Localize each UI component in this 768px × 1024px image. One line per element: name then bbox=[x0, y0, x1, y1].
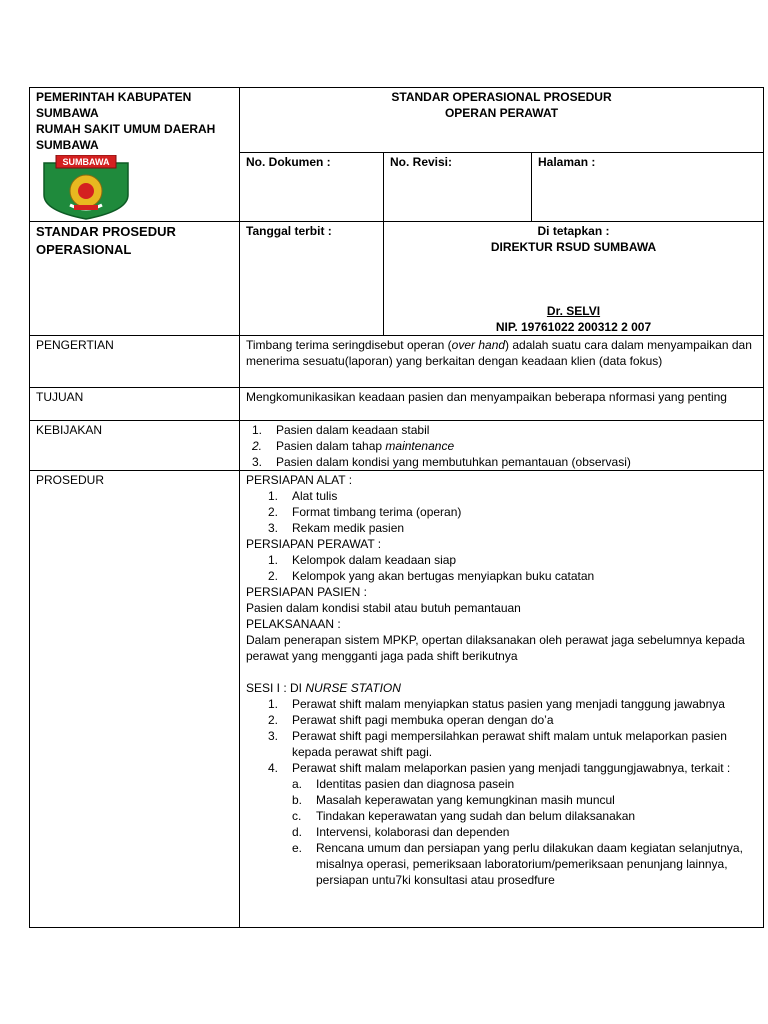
list-item bbox=[246, 438, 757, 454]
list-num: 1. bbox=[268, 553, 279, 567]
sesi-title bbox=[246, 680, 757, 696]
list-item bbox=[246, 696, 757, 712]
list-item bbox=[246, 422, 757, 438]
pelaksanaan-text: Dalam penerapan sistem MPKP, opertan dilaksanakan oleh perawat jaga sebelumnya kepada perawat yang mengganti jaga pada shift berikutnya bbox=[246, 633, 745, 663]
list-num: 4. bbox=[268, 761, 279, 775]
list-text: Perawat shift pagi membuka operan dengan do’a bbox=[292, 713, 554, 727]
doc-title-2: OPERAN PERAWAT bbox=[444, 106, 559, 120]
list-num: 2. bbox=[268, 569, 279, 583]
pengertian-text-b: ) adalah suatu cara dalam menyampaikan dan menerima sesuatu(laporan) yang berkaitan dengan keadaan klien (data fokus) bbox=[246, 338, 752, 368]
list-num: 3. bbox=[268, 729, 279, 743]
list-num: 2. bbox=[268, 505, 279, 519]
list-item bbox=[246, 760, 757, 776]
logo-text: SUMBAWA bbox=[62, 157, 110, 167]
sub-list bbox=[246, 776, 757, 888]
list-text: Tindakan keperawatan yang sudah dan belum dilaksanakan bbox=[316, 809, 636, 823]
no-dokumen-cell: No. Dokumen : bbox=[240, 153, 384, 222]
org-line-1: PEMERINTAH KABUPATEN bbox=[36, 90, 192, 104]
pasien-title: PERSIAPAN PASIEN : bbox=[246, 585, 367, 599]
kebijakan-label: KEBIJAKAN bbox=[30, 421, 240, 471]
alat-list bbox=[246, 488, 757, 536]
list-text: Rencana umum dan persiapan yang perlu dilakukan daam kegiatan selanjutnya, misalnya operasi, pemeriksaan laboratorium/pemeriksaan penunjang lainnya, persiapan untu7ki konsultasi atau prosedfure bbox=[316, 841, 743, 887]
pengertian-text bbox=[240, 336, 764, 388]
director-nip: NIP. 19761022 200312 2 007 bbox=[495, 320, 652, 334]
pengertian-text-a: Timbang terima seringdisebut operan ( bbox=[246, 338, 452, 352]
director-name: Dr. SELVI bbox=[546, 304, 601, 318]
prosedur-content bbox=[240, 471, 764, 928]
list-text: Intervensi, kolaborasi dan dependen bbox=[316, 825, 510, 839]
list-item bbox=[246, 776, 757, 792]
list-text: Perawat shift malam melaporkan pasien yang menjadi tanggungjawabnya, terkait : bbox=[292, 761, 731, 775]
list-item bbox=[246, 504, 757, 520]
list-num: d. bbox=[292, 825, 303, 839]
pasien-text: Pasien dalam kondisi stabil atau butuh pemantauan bbox=[246, 601, 521, 615]
sop-label-2: OPERASIONAL bbox=[36, 242, 132, 257]
list-item bbox=[246, 808, 757, 824]
list-text: Kelompok dalam keadaan siap bbox=[292, 553, 457, 567]
kebijakan-list bbox=[240, 421, 764, 471]
kebijakan-item2-a: Pasien dalam tahap bbox=[276, 439, 386, 453]
list-text: Perawat shift pagi mempersilahkan perawat shift malam untuk melaporkan pasien kepada perawat shift pagi. bbox=[292, 729, 727, 759]
org-cell bbox=[30, 88, 240, 222]
list-text: Pasien dalam keadaan stabil bbox=[276, 423, 430, 437]
sesi-list bbox=[246, 696, 757, 776]
doc-title-1: STANDAR OPERASIONAL PROSEDUR bbox=[391, 90, 612, 104]
perawat-title: PERSIAPAN PERAWAT : bbox=[246, 537, 382, 551]
list-text bbox=[276, 438, 454, 454]
sesi-title-em: NURSE STATION bbox=[305, 681, 401, 695]
list-text: Rekam medik pasien bbox=[292, 521, 405, 535]
no-revisi-cell: No. Revisi: bbox=[384, 153, 532, 222]
perawat-list bbox=[246, 552, 757, 584]
list-item bbox=[246, 824, 757, 840]
list-num: 2. bbox=[268, 713, 279, 727]
kebijakan-item2-em: maintenance bbox=[385, 439, 455, 453]
list-num: 1. bbox=[268, 489, 279, 503]
list-num: a. bbox=[292, 777, 303, 791]
sop-table bbox=[29, 87, 764, 928]
tujuan-label: TUJUAN bbox=[30, 388, 240, 421]
pelaksanaan-title: PELAKSANAAN : bbox=[246, 617, 341, 631]
list-item bbox=[246, 520, 757, 536]
halaman-cell: Halaman : bbox=[532, 153, 764, 222]
list-num: b. bbox=[292, 793, 303, 807]
list-text: Pasien dalam kondisi yang membutuhkan pemantauan (observasi) bbox=[276, 455, 631, 469]
list-num: 2. bbox=[252, 439, 263, 453]
tujuan-text: Mengkomunikasikan keadaan pasien dan menyampaikan beberapa nformasi yang penting bbox=[240, 388, 764, 421]
sesi-title-a: SESI I : DI bbox=[246, 681, 306, 695]
sumbawa-logo bbox=[40, 155, 132, 221]
list-item bbox=[246, 552, 757, 568]
list-num: 3. bbox=[252, 455, 263, 469]
alat-title: PERSIAPAN ALAT : bbox=[246, 473, 353, 487]
list-num: 3. bbox=[268, 521, 279, 535]
org-line-2: SUMBAWA bbox=[36, 106, 99, 120]
list-item bbox=[246, 792, 757, 808]
pengertian-label: PENGERTIAN bbox=[30, 336, 240, 388]
list-num: 1. bbox=[252, 423, 263, 437]
direktur: DIREKTUR RSUD SUMBAWA bbox=[490, 240, 657, 254]
org-line-4: SUMBAWA bbox=[36, 138, 99, 152]
list-text: Alat tulis bbox=[292, 489, 338, 503]
list-item bbox=[246, 712, 757, 728]
list-item bbox=[246, 454, 757, 470]
list-text: Masalah keperawatan yang kemungkinan masih muncul bbox=[316, 793, 615, 807]
list-item bbox=[246, 728, 757, 760]
sop-label-1: STANDAR PROSEDUR bbox=[36, 224, 176, 239]
pengertian-text-em: over hand bbox=[451, 338, 506, 352]
list-item bbox=[246, 488, 757, 504]
di-tetapkan: Di tetapkan : bbox=[537, 224, 610, 238]
tanggal-terbit-cell: Tanggal terbit : bbox=[240, 222, 384, 336]
list-text: Format timbang terima (operan) bbox=[292, 505, 462, 519]
list-num: e. bbox=[292, 841, 303, 855]
list-text: Perawat shift malam menyiapkan status pasien yang menjadi tanggung jawabnya bbox=[292, 697, 725, 711]
list-item bbox=[246, 840, 757, 888]
org-line-3: RUMAH SAKIT UMUM DAERAH bbox=[36, 122, 216, 136]
prosedur-label: PROSEDUR bbox=[30, 471, 240, 928]
list-item bbox=[246, 568, 757, 584]
sop-label-cell bbox=[30, 222, 240, 336]
list-text: Identitas pasien dan diagnosa pasein bbox=[316, 777, 515, 791]
list-num: 1. bbox=[268, 697, 279, 711]
ditetapkan-cell bbox=[384, 222, 764, 336]
list-text: Kelompok yang akan bertugas menyiapkan buku catatan bbox=[292, 569, 595, 583]
doc-title-cell bbox=[240, 88, 764, 153]
list-num: c. bbox=[292, 809, 302, 823]
